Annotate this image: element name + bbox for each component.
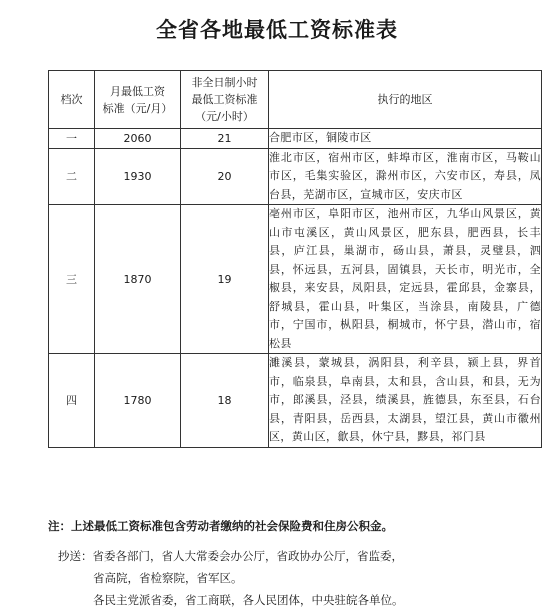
- cc-line-3: 各民主党派省委，省工商联，各人民团体，中央驻皖各单位。: [93, 593, 404, 607]
- table-row: [49, 205, 542, 354]
- row-monthly-wage: 1930: [95, 148, 181, 205]
- page-title: 全省各地最低工资标准表: [156, 17, 398, 42]
- row-hourly-wage: 21: [181, 129, 269, 149]
- row-hourly-wage: 18: [181, 354, 269, 448]
- minimum-wage-table: [48, 70, 542, 448]
- row-areas: 亳州市区，阜阳市区，池州市区，九华山风景区，黄山市屯溪区，黄山风景区，肥东县，肥西县，长丰县，庐江县，巢湖市，砀山县，萧县，灵璧县，泗县，怀远县，五河县，固镇县，天长市，明光市，全椒县，来安县，凤阳县，定远县，霍邱县，金寨县，舒城县，霍山县，叶集区，当涂县，南陵县，广德市，宁国市，枞阳县，桐城市，怀宁县，潜山市，宿松县: [269, 205, 542, 354]
- table-row: [49, 354, 542, 448]
- table-row: [49, 148, 542, 205]
- row-monthly-wage: 1870: [95, 205, 181, 354]
- row-monthly-wage: 2060: [95, 129, 181, 149]
- row-areas: 淮北市区，宿州市区，蚌埠市区，淮南市区，马鞍山市区，毛集实验区，滁州市区，六安市区，寿县，凤台县，芜湖市区，宣城市区，安庆市区: [269, 148, 542, 205]
- cc-line-1: 抄送：省委各部门，省人大常委会办公厅，省政协办公厅，省监委，: [58, 549, 403, 563]
- table-header-row: [49, 71, 542, 129]
- cc-line-2: 省高院，省检察院，省军区。: [93, 571, 243, 585]
- row-monthly-wage: 1780: [95, 354, 181, 448]
- row-areas: 濉溪县，蒙城县，涡阳县，利辛县，颍上县，界首市，临泉县，阜南县，太和县，含山县，和县，无为市，郎溪县，泾县，绩溪县，旌德县，东至县，石台县，青阳县，岳西县，太湖县，望江县，黄山市徽州区，黄山区，歙县，休宁县，黟县，祁门县: [269, 354, 542, 448]
- header-hourly-wage: 非全日制小时 最低工资标准 （元/小时）: [181, 71, 269, 129]
- header-grade: 档次: [49, 71, 95, 129]
- row-grade: 二: [49, 148, 95, 205]
- header-monthly-wage: 月最低工资 标准（元/月）: [95, 71, 181, 129]
- header-areas: 执行的地区: [269, 71, 542, 129]
- row-grade: 三: [49, 205, 95, 354]
- table-row: [49, 129, 542, 149]
- row-hourly-wage: 20: [181, 148, 269, 205]
- row-grade: 四: [49, 354, 95, 448]
- table-note: 注：上述最低工资标准包含劳动者缴纳的社会保险费和住房公积金。: [48, 519, 393, 533]
- row-areas: 合肥市区，铜陵市区: [269, 129, 542, 149]
- row-hourly-wage: 19: [181, 205, 269, 354]
- row-grade: 一: [49, 129, 95, 149]
